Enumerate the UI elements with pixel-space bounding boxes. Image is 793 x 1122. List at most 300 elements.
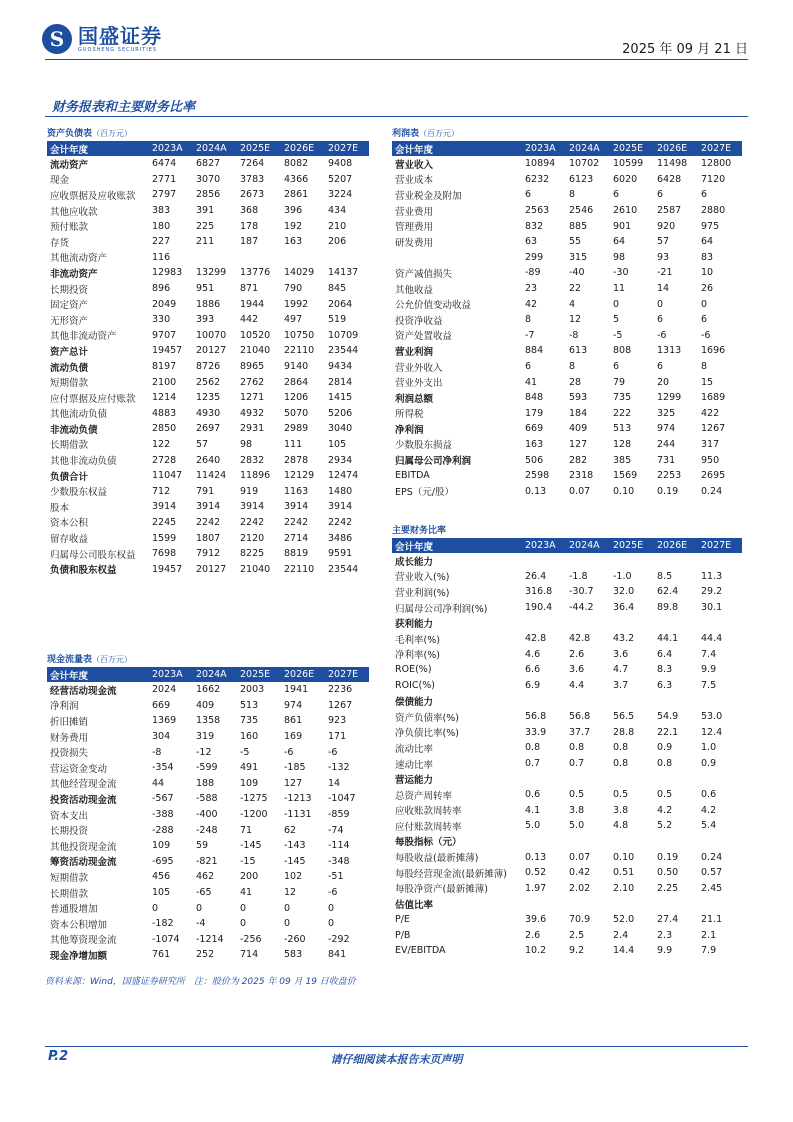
table-row [392,896,742,912]
row-label: 其他经营现金流 [50,779,117,791]
cell-value: 2242 [284,516,309,528]
table-row [47,776,369,792]
cell-value: 12474 [328,470,359,482]
cell-value: 1206 [284,392,309,404]
cell-value: 55 [569,236,582,248]
table-row [392,359,742,375]
cell-value: 1689 [701,392,726,404]
cell-value: 21040 [240,345,271,357]
row-label: 存货 [50,237,70,249]
table-row [392,756,742,772]
row-label: 估值比率 [395,899,434,911]
table-row [392,678,742,694]
column-header: 2023A [522,538,566,553]
table-row [47,698,369,714]
cell-value: 7912 [196,548,221,560]
table-row [47,156,369,172]
table-row [392,771,742,787]
row-label: 每股指标（元） [395,837,462,849]
row-label: 少数股东损益 [395,440,453,452]
cell-value: -145 [240,840,262,852]
table-row [392,927,742,943]
table-row [47,250,369,266]
table-row [47,515,369,531]
column-header: 会计年度 [392,141,522,156]
page-number: P.2 [48,1049,69,1064]
cell-value: 63 [525,236,538,248]
row-label: 净负债比率(%) [395,728,459,740]
cell-value: -114 [328,840,350,852]
cell-value: 14137 [328,267,359,279]
cell-value: 7.4 [701,648,717,660]
row-label: 普通股增加 [50,904,98,916]
column-header: 2023A [149,667,193,682]
row-label: P/B [395,929,411,941]
cell-value: 187 [240,236,259,248]
row-label: 净利率(%) [395,650,440,662]
row-label: 长期借款 [50,888,89,900]
column-header: 2026E [281,667,325,682]
cell-value: 282 [569,454,588,466]
cell-value: -5 [240,746,250,758]
cell-value: 4932 [240,407,265,419]
cell-value: 923 [328,715,347,727]
cell-value: -1200 [240,809,268,821]
cell-value: 5.4 [701,820,717,832]
cell-value: 6827 [196,158,221,170]
table-row [47,916,369,932]
cell-value: 2850 [152,423,177,435]
cell-value: 10.2 [525,945,547,957]
cell-value: 5207 [328,173,353,185]
cell-value: 23544 [328,345,359,357]
row-label: 投资损失 [50,748,89,760]
cell-value: 325 [657,407,676,419]
cell-value: -6 [328,746,338,758]
cell-value: 735 [613,392,632,404]
cell-value: 171 [328,731,347,743]
cell-value: 442 [240,314,259,326]
row-label: 速动比率 [395,759,434,771]
cell-value: 2562 [196,376,221,388]
cell-value: -354 [152,762,174,774]
row-label: 短期借款 [50,872,89,884]
cell-value: 1886 [196,298,221,310]
table-row [47,187,369,203]
cell-value: 761 [152,949,171,961]
table-row [47,296,369,312]
cell-value: 0 [152,902,159,914]
table-row [392,187,742,203]
cell-value: 0.5 [569,789,585,801]
cell-value: 832 [525,220,544,232]
table-row [47,838,369,854]
row-label: 负债合计 [50,471,89,483]
cell-value: -30 [613,267,629,279]
cell-value: 2003 [240,684,265,696]
cell-value: 2.02 [569,882,591,894]
cell-value: 12129 [284,470,315,482]
cell-value: 316.8 [525,586,553,598]
row-label: 净利润 [50,701,79,713]
row-label: 应付票据及应付账款 [50,393,136,405]
cell-value: 845 [328,283,347,295]
cell-value: 98 [240,438,253,450]
table-row [392,390,742,406]
cell-value: 11047 [152,470,183,482]
cell-value: 0.5 [657,789,673,801]
row-label: 非流动负债 [50,424,98,436]
cell-value: 2695 [701,470,726,482]
cell-value: 2.5 [569,929,585,941]
cell-value: 0.8 [657,758,673,770]
cell-value: 28 [569,376,582,388]
cell-value: 5 [613,314,620,326]
cell-value: 2.25 [657,882,679,894]
cell-value: -388 [152,809,174,821]
cell-value: 7.9 [701,945,717,957]
cell-value [610,553,654,569]
cell-value: 6 [657,189,664,201]
table-row [392,787,742,803]
table-row [392,600,742,616]
row-label: 资产负债率(%) [395,712,459,724]
cell-value: 0.57 [701,867,723,879]
cell-value: 15 [701,376,714,388]
cell-value: 8225 [240,548,265,560]
cell-value: -40 [569,267,585,279]
cell-value: -145 [284,855,306,867]
row-label: 毛利率(%) [395,634,440,646]
table-header-row [392,141,742,156]
table-row [392,584,742,600]
cell-value: 1807 [196,532,221,544]
cell-value: 6 [525,189,532,201]
table-row [392,172,742,188]
cell-value: 4 [569,298,576,310]
cell-value: 6.4 [657,648,673,660]
cell-value: 2864 [284,376,309,388]
cell-value: -12 [196,746,212,758]
cell-value [654,553,698,569]
cell-value: 1480 [328,485,353,497]
cell-value: 0 [328,902,335,914]
cell-value: 2762 [240,376,265,388]
cell-value: 368 [240,205,259,217]
table-row [47,234,369,250]
cell-value: 0.10 [613,485,635,497]
cell-value: 1271 [240,392,265,404]
cell-value: 79 [613,376,626,388]
cell-value: -292 [328,933,350,945]
row-label: 总资产周转率 [395,790,453,802]
cell-value: 391 [196,205,215,217]
row-label: 所得税 [395,409,424,421]
cell-value: 950 [701,454,720,466]
row-label: 少数股东权益 [50,487,108,499]
cell-value: 29.2 [701,586,723,598]
cell-value: 8819 [284,548,309,560]
table-row [392,483,742,499]
row-label: 现金净增加额 [50,950,108,962]
cell-value [610,615,654,631]
cell-value [610,693,654,709]
cell-value: 8197 [152,361,177,373]
table-row [392,740,742,756]
table-header-row [47,141,369,156]
table-row [47,421,369,437]
cell-value: 519 [328,314,347,326]
table-row [392,296,742,312]
cell-value: 3914 [196,501,221,513]
cell-value [566,615,610,631]
row-label: 非流动资产 [50,268,98,280]
row-label: 公允价值变动收益 [395,300,472,312]
cell-value: 583 [284,949,303,961]
cell-value: 8.5 [657,570,673,582]
income-statement-table [392,141,742,499]
table-row [47,281,369,297]
cell-value: 9.9 [657,945,673,957]
cell-value [654,834,698,850]
row-label: 每股收益(最新摊薄) [395,853,479,865]
cell-value: 179 [525,407,544,419]
cell-value: 2856 [196,189,221,201]
cell-value: 59 [196,840,209,852]
cell-value: 0 [284,902,291,914]
table-row [392,880,742,896]
cell-value: 2598 [525,470,550,482]
cell-value: 22 [569,283,582,295]
cell-value: 102 [284,871,303,883]
cell-value: 10750 [284,329,315,341]
row-label: 营业税金及附加 [395,190,462,202]
cell-value: 14 [657,283,670,295]
cell-value: 3.6 [613,648,629,660]
cell-value: 2697 [196,423,221,435]
cell-value: 19457 [152,563,183,575]
cell-value: 5206 [328,407,353,419]
cell-value: 1235 [196,392,221,404]
cell-value: 0.10 [613,851,635,863]
row-label: 资本支出 [50,810,89,822]
cell-value: 513 [613,423,632,435]
cell-value [654,693,698,709]
cell-value: 456 [152,871,171,883]
cell-value: 0.8 [613,742,629,754]
table-row [47,265,369,281]
cell-value [610,834,654,850]
cell-value [698,896,742,912]
section-divider [45,116,748,117]
cell-value: 0.6 [525,789,541,801]
cell-value: 861 [284,715,303,727]
cell-value: 0 [284,918,291,930]
cell-value: 9434 [328,361,353,373]
cell-value: 5.0 [569,820,585,832]
cell-value: 1696 [701,345,726,357]
cell-value: 122 [152,438,171,450]
cell-value: 11896 [240,470,271,482]
cell-value: 2714 [284,532,309,544]
cell-value: 20 [657,376,670,388]
cell-value: -1214 [196,933,224,945]
cell-value: 0.42 [569,867,591,879]
cell-value: 13776 [240,267,271,279]
cell-value: 3040 [328,423,353,435]
table-row [47,854,369,870]
row-label: EBITDA [395,470,430,482]
cell-value: 252 [196,949,215,961]
cell-value: 6123 [569,173,594,185]
cell-value: 190.4 [525,602,553,614]
row-label: 负债和股东权益 [50,565,117,577]
cell-value: 14029 [284,267,315,279]
cell-value: 2640 [196,454,221,466]
balance-sheet-table [47,141,369,577]
cell-value: 3.8 [613,804,629,816]
row-label: 其他应收款 [50,206,98,218]
cell-value: 83 [701,251,714,263]
row-label: 投资净收益 [395,315,443,327]
cell-value: 731 [657,454,676,466]
table-row [47,172,369,188]
cell-value: 192 [284,220,303,232]
cell-value: -256 [240,933,262,945]
table-row [47,499,369,515]
cell-value: 27.4 [657,913,679,925]
cell-value: 5.2 [657,820,673,832]
cell-value [566,693,610,709]
column-header: 2024A [193,141,237,156]
row-label: 营业费用 [395,206,434,218]
row-label: 利润总额 [395,393,434,405]
row-label: 现金 [50,175,70,187]
cell-value: 1992 [284,298,309,310]
cell-value: 0 [657,298,664,310]
cell-value: 0.07 [569,851,591,863]
table-row [392,343,742,359]
cell-value: 0.51 [613,867,635,879]
table-caption: 主要财务比率 [392,526,447,536]
cell-value: -1074 [152,933,180,945]
cell-value: 3914 [240,501,265,513]
cell-value: 3224 [328,189,353,201]
cell-value: 39.6 [525,913,547,925]
cell-value: 497 [284,314,303,326]
cell-value: 8965 [240,361,265,373]
table-row [392,250,742,266]
cell-value: 11 [613,283,626,295]
cell-value: 506 [525,454,544,466]
cell-value: 2064 [328,298,353,310]
cell-value: 52.0 [613,913,635,925]
table-row [392,312,742,328]
row-label: EPS（元/股） [395,487,454,499]
cell-value: 222 [613,407,632,419]
row-label: 营业收入(%) [395,572,450,584]
table-row [392,803,742,819]
cell-value: 0.50 [657,867,679,879]
row-label: 其他流动资产 [50,253,108,265]
table-row [392,234,742,250]
cell-value: 2934 [328,454,353,466]
row-label: 预付账款 [50,222,89,234]
cell-value: 6 [701,314,708,326]
cell-value [654,771,698,787]
cell-value: 5070 [284,407,309,419]
cell-value: 3783 [240,173,265,185]
cell-value: -143 [284,840,306,852]
table-row [392,709,742,725]
cell-value: -8 [152,746,162,758]
cell-value: 1369 [152,715,177,727]
cell-value [698,553,742,569]
row-label: 成长能力 [395,556,434,568]
cell-value: 2242 [196,516,221,528]
cell-value: 2024 [152,684,177,696]
cell-value: 70.9 [569,913,591,925]
row-label: 偿债能力 [395,697,434,709]
cell-value: 1214 [152,392,177,404]
cell-value: 9.9 [701,664,717,676]
column-header: 2023A [522,141,566,156]
cell-value: 128 [613,438,632,450]
cell-value: 105 [328,438,347,450]
cell-value: 1313 [657,345,682,357]
row-label: 应收票据及应收账款 [50,190,136,202]
cell-value: 6474 [152,158,177,170]
cell-value: 8.3 [657,664,673,676]
cell-value: 422 [701,407,720,419]
cell-value: -260 [284,933,306,945]
cell-value: 0.7 [525,758,541,770]
cell-value: 1941 [284,684,309,696]
cell-value: 2728 [152,454,177,466]
cell-value: 791 [196,485,215,497]
cell-value: 8 [525,314,532,326]
company-logo [42,24,162,54]
cell-value: -599 [196,762,218,774]
column-header: 2023A [149,141,193,156]
cell-value: 43.2 [613,633,635,645]
cell-value: 105 [152,887,171,899]
cell-value [522,553,566,569]
cell-value: 0.24 [701,485,723,497]
column-header: 2025E [237,141,281,156]
cell-value: 64 [701,236,714,248]
table-row [47,900,369,916]
row-label: 流动比率 [395,743,434,755]
cell-value [522,896,566,912]
cell-value: 210 [328,220,347,232]
cell-value: -51 [328,871,344,883]
cell-value: 901 [613,220,632,232]
table-row [392,849,742,865]
cell-value [610,896,654,912]
cell-value: 3914 [152,501,177,513]
cell-value: -5 [613,329,623,341]
table-row [392,203,742,219]
cell-value [522,693,566,709]
cell-value: 2.45 [701,882,723,894]
cell-value: 2814 [328,376,353,388]
source-note: 资料来源：Wind，国盛证券研究所 注：股价为 2025 年 09 月 19 日收盘价 [45,977,356,987]
cell-value [566,834,610,850]
table-row [47,218,369,234]
table-row [47,312,369,328]
cell-value: 111 [284,438,303,450]
